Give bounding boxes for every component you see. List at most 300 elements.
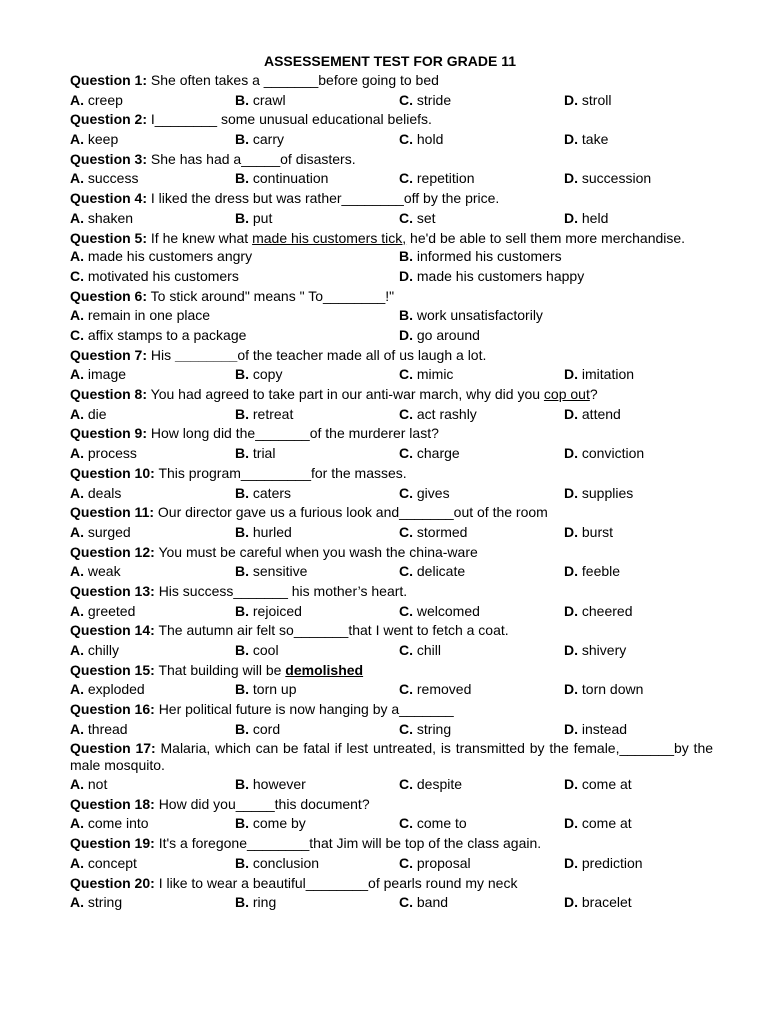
question-text: I liked the dress but was rather________off by the price. [150,190,500,207]
option-letter: B. [235,815,249,832]
answer-option [235,365,282,385]
answer-option [235,169,328,189]
question-item [70,189,713,228]
answer-option [70,169,138,189]
answer-option [399,484,450,504]
answer-option [399,893,448,913]
question-text: Malaria, which can be fatal if lest untreated, is transmitted by the female,_______by the male mosquito. [70,740,714,774]
option-letter: D. [564,720,578,737]
answer-option [564,169,651,189]
option-text: die [87,405,107,422]
option-text: creep [87,91,123,108]
option-text: stride [416,91,452,108]
question-text: That building will be [158,661,286,678]
question-number: Question 13: [70,582,155,599]
answer-option [564,720,627,740]
options-row [70,130,713,150]
option-text: conclusion [252,854,320,871]
option-letter: B. [235,209,249,226]
answer-option [235,444,275,464]
options-row [70,444,713,464]
option-letter: C. [399,170,413,187]
question-item [70,287,713,346]
option-text: torn down [581,681,644,698]
answer-option [399,326,480,346]
question-item [70,621,713,660]
option-letter: B. [235,602,249,619]
option-letter: D. [399,327,413,344]
question-item [70,874,713,913]
option-text: take [581,131,609,148]
question-number: Question 20: [70,874,155,891]
option-text: supplies [581,484,634,501]
question-text: made his customers tick, [252,229,407,246]
option-text: removed [416,681,472,698]
question-text: You had agreed to take part in our anti-war march, why did you [150,386,544,403]
question-text: I like to wear a beautiful________of pearls round my neck [158,874,518,891]
question-text: he'd be able to sell them more merchandise. [406,229,686,246]
question-stem [70,229,713,248]
option-letter: A. [70,523,84,540]
question-item [70,346,713,385]
question-item [70,661,713,700]
option-text: rejoiced [252,602,302,619]
question-item [70,834,713,873]
answer-option [399,720,451,740]
answer-option [235,130,284,150]
options-row [70,365,713,385]
answer-option [399,641,441,661]
option-letter: C. [399,91,413,108]
option-letter: D. [564,405,578,422]
question-text: If he knew what [150,229,253,246]
question-text: To stick around" means " To________!" [150,287,395,304]
question-item [70,229,713,287]
answer-option [235,775,306,795]
option-letter: D. [564,894,578,911]
question-text: Her political future is now hanging by a_______ [158,701,454,718]
option-text: string [416,720,452,737]
option-text: surged [87,523,131,540]
option-letter: A. [70,815,84,832]
answer-option [399,365,453,385]
question-stem [70,464,713,484]
question-number: Question 14: [70,622,155,639]
question-stem [70,582,713,602]
option-letter: B. [235,854,249,871]
option-text: come by [252,815,306,832]
option-text: continuation [252,170,329,187]
option-letter: D. [564,642,578,659]
option-text: bracelet [581,894,632,911]
option-text: process [87,445,137,462]
answer-option [399,680,471,700]
option-text: mimic [416,366,454,383]
options-row [70,523,713,543]
option-letter: A. [70,405,84,422]
question-item [70,739,713,794]
option-letter: B. [235,91,249,108]
question-stem [70,385,713,405]
question-text: demolished [285,661,364,678]
option-text: attend [581,405,621,422]
option-letter: B. [399,307,413,324]
option-text: informed his customers [416,248,562,265]
options-row [70,267,713,287]
option-letter: D. [564,854,578,871]
question-number: Question 11: [70,504,155,521]
options-row [70,326,713,346]
question-number: Question 3: [70,150,148,167]
question-number: Question 10: [70,464,155,481]
option-letter: D. [564,131,578,148]
answer-option [70,814,149,834]
answer-option [399,91,451,111]
option-letter: B. [235,776,249,793]
question-text: of the teacher made all of us laugh a lot. [237,346,487,363]
option-text: burst [581,523,614,540]
option-letter: B. [235,894,249,911]
option-letter: C. [399,602,413,619]
options-row [70,814,713,834]
question-text: How did you_____this document? [158,795,370,812]
question-number: Question 12: [70,543,155,560]
answer-option [70,562,121,582]
option-letter: C. [399,720,413,737]
question-stem [70,543,713,563]
option-text: deals [87,484,122,501]
question-text: His success_______ his mother’s heart. [158,582,408,599]
answer-option [399,405,477,425]
question-number: Question 1: [70,72,148,88]
answer-option [399,602,480,622]
answer-option [70,523,131,543]
answer-option [564,775,632,795]
question-item [70,424,713,463]
option-letter: C. [70,327,84,344]
answer-option [564,814,632,834]
answer-option [70,602,135,622]
answer-option [564,130,608,150]
answer-option [399,775,462,795]
option-letter: C. [399,445,413,462]
question-text: cop out [543,386,590,403]
option-letter: C. [399,642,413,659]
question-number: Question 17: [70,740,156,757]
question-number: Question 4: [70,190,148,207]
options-row [70,720,713,740]
options-row [70,169,713,189]
option-text: band [416,894,449,911]
option-letter: A. [70,307,84,324]
option-letter: C. [399,815,413,832]
option-letter: C. [399,681,413,698]
question-stem [70,834,713,854]
answer-option [564,602,632,622]
option-text: caters [252,484,292,501]
option-letter: A. [70,894,84,911]
question-item [70,700,713,739]
answer-option [235,854,319,874]
option-text: retreat [252,405,294,422]
option-text: shivery [581,642,627,659]
answer-option [399,169,474,189]
option-text: go around [416,327,480,344]
question-stem [70,874,713,894]
option-text: carry [252,131,285,148]
answer-option [399,562,465,582]
question-text: She has had a_____of disasters. [150,150,356,167]
option-text: cord [252,720,281,737]
option-text: delicate [416,563,466,580]
question-text: You must be careful when you wash the china-ware [158,543,478,560]
question-stem [70,287,713,307]
answer-option [399,267,584,287]
question-text: It's a foregone________that Jim will be top of the class again. [158,835,542,852]
answer-option [70,365,126,385]
answer-option [399,444,460,464]
answer-option [70,405,107,425]
question-stem [70,795,713,815]
options-row [70,775,713,795]
question-item [70,385,713,424]
answer-option [70,893,122,913]
option-letter: A. [70,854,84,871]
option-text: made his customers happy [416,267,585,284]
option-letter: C. [399,131,413,148]
option-letter: B. [235,484,249,501]
question-item [70,110,713,149]
option-text: prediction [581,854,643,871]
option-text: come into [87,815,149,832]
question-stem [70,150,713,170]
question-text: His [150,346,176,363]
question-item [70,543,713,582]
answer-option [235,893,276,913]
answer-option [564,484,633,504]
option-text: put [252,209,273,226]
answer-option [564,91,611,111]
answer-option [564,562,620,582]
question-text: How long did the_______of the murderer last? [150,425,439,442]
option-letter: B. [235,523,249,540]
option-letter: B. [235,131,249,148]
option-text: stormed [416,523,468,540]
option-text: concept [87,854,137,871]
answer-option [399,814,467,834]
question-number: Question 15: [70,661,155,678]
question-item [70,71,713,110]
option-letter: A. [70,170,84,187]
answer-option [235,602,302,622]
options-row [70,893,713,913]
option-text: ring [252,894,277,911]
option-text: stroll [581,91,612,108]
option-letter: B. [235,445,249,462]
answer-option [235,814,306,834]
option-letter: D. [564,170,578,187]
option-letter: D. [564,815,578,832]
answer-option [399,306,543,326]
option-text: set [416,209,436,226]
answer-option [70,130,118,150]
option-text: exploded [87,681,145,698]
option-letter: D. [564,209,578,226]
question-number: Question 6: [70,287,148,304]
options-row [70,209,713,229]
option-text: however [252,776,306,793]
option-text: cheered [581,602,633,619]
option-text: act rashly [416,405,477,422]
answer-option [564,209,608,229]
answer-option [235,405,293,425]
option-text: hurled [252,523,292,540]
answer-option [70,680,145,700]
answer-option [399,523,467,543]
answer-option [70,854,137,874]
option-letter: B. [235,720,249,737]
option-text: affix stamps to a package [87,327,247,344]
question-number: Question 19: [70,835,155,852]
answer-option [70,775,107,795]
answer-option [70,267,239,287]
options-row [70,602,713,622]
option-letter: D. [564,523,578,540]
option-letter: A. [70,681,84,698]
question-number: Question 16: [70,701,155,718]
option-letter: D. [564,776,578,793]
option-text: copy [252,366,283,383]
option-text: string [87,894,123,911]
option-text: greeted [87,602,136,619]
question-item [70,150,713,189]
question-text: The autumn air felt so_______that I went to fetch a coat. [158,622,509,639]
question-text: She often takes a _______before going to bed [150,72,439,88]
option-text: remain in one place [87,307,211,324]
option-letter: C. [70,267,84,284]
option-letter: A. [70,642,84,659]
question-number: Question 2: [70,111,148,128]
answer-option [70,326,246,346]
option-letter: C. [399,563,413,580]
options-row [70,680,713,700]
option-text: repetition [416,170,475,187]
option-text: succession [581,170,652,187]
answer-option [564,523,613,543]
option-text: trial [252,445,276,462]
question-stem [70,739,713,775]
options-row [70,247,713,267]
answer-option [235,720,280,740]
option-text: despite [416,776,463,793]
question-text: ________ [175,346,238,363]
answer-option [399,209,436,229]
option-letter: A. [70,602,84,619]
option-text: shaken [87,209,134,226]
option-letter: B. [235,642,249,659]
answer-option [235,680,296,700]
option-text: crawl [252,91,286,108]
option-letter: B. [235,681,249,698]
question-stem [70,621,713,641]
option-letter: A. [70,366,84,383]
option-letter: D. [564,681,578,698]
question-list [70,71,713,913]
option-letter: C. [399,854,413,871]
options-row [70,854,713,874]
answer-option [399,854,471,874]
option-text: chilly [87,642,120,659]
question-text: I________ some unusual educational beliefs. [150,111,432,128]
option-text: instead [581,720,628,737]
page-title: ASSESSEMENT TEST FOR GRADE 11 [263,53,517,69]
option-text: chill [416,642,442,659]
question-number: Question 7: [70,346,148,363]
option-letter: A. [70,131,84,148]
answer-option [70,247,252,267]
option-text: sensitive [252,563,308,580]
question-stem [70,661,713,681]
option-letter: C. [399,209,413,226]
option-letter: B. [235,405,249,422]
option-text: made his customers angry [87,248,253,265]
option-letter: C. [399,405,413,422]
answer-option [564,854,643,874]
question-stem [70,346,713,366]
options-row [70,562,713,582]
option-text: come to [416,815,467,832]
answer-option [235,484,291,504]
option-text: image [87,366,127,383]
question-text: ? [589,386,598,403]
option-text: feeble [581,563,621,580]
option-letter: A. [70,91,84,108]
answer-option [70,720,128,740]
question-number: Question 8: [70,386,148,403]
question-number: Question 18: [70,795,155,812]
option-letter: C. [399,894,413,911]
option-text: come at [581,815,632,832]
answer-option [70,641,119,661]
options-row [70,484,713,504]
option-letter: C. [399,776,413,793]
option-letter: A. [70,776,84,793]
answer-option [564,680,643,700]
option-letter: D. [564,366,578,383]
option-text: gives [416,484,450,501]
option-text: weak [87,563,121,580]
option-text: not [87,776,108,793]
answer-option [564,365,634,385]
answer-option [70,306,210,326]
option-text: work unsatisfactorily [416,307,543,324]
question-item [70,795,713,834]
option-letter: D. [399,267,413,284]
option-text: thread [87,720,128,737]
option-text: cool [252,642,279,659]
answer-option [235,562,307,582]
options-row [70,91,713,111]
question-stem [70,71,713,91]
option-letter: A. [70,209,84,226]
option-letter: B. [235,563,249,580]
option-text: come at [581,776,632,793]
option-letter: B. [235,170,249,187]
options-row [70,405,713,425]
option-text: motivated his customers [87,267,239,284]
option-text: keep [87,131,119,148]
option-letter: A. [70,720,84,737]
